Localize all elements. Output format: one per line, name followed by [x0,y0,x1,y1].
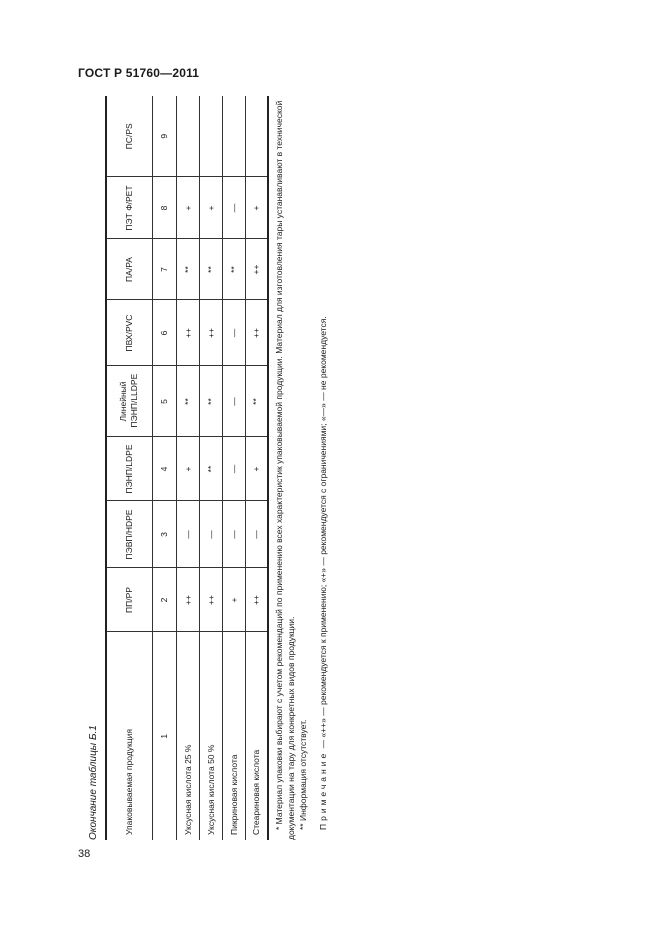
table-cell [222,96,245,177]
column-header: ПА/PA [106,239,152,300]
table-cell: ** [222,239,245,300]
column-number: 5 [152,366,176,437]
column-number: 3 [152,501,176,568]
table-notes [273,100,329,840]
column-number: 8 [152,177,176,239]
column-header: ПВХ/PVC [106,300,152,366]
table-cell: — [176,501,199,568]
table-cell: ** [199,239,222,300]
table-cell: ++ [176,300,199,366]
table-cell: + [222,568,245,632]
column-header: Упаковываемая продукция [106,632,152,840]
column-number: 6 [152,300,176,366]
table-cell [176,96,199,177]
table-cell: + [199,177,222,239]
column-header: ПЭВП/HDPE [106,501,152,568]
table-cell: + [245,177,268,239]
table-cell: — [222,437,245,501]
column-number-row [152,96,176,840]
column-header: ПЭТ Ф/PET [106,177,152,239]
table-cell: ++ [199,568,222,632]
column-header: ПС/PS [106,96,152,177]
table-cell: — [245,501,268,568]
table-cell: — [222,501,245,568]
table-cell [199,96,222,177]
note-text: — «++» — рекомендуется к применению; «+» — рекомендуется с ограничениями; «—» — не рекомендуется. [318,316,328,751]
table-cell: Пикриновая кислота [222,632,245,840]
table-row [245,96,268,840]
table-row [199,96,222,840]
table-cell: ++ [245,239,268,300]
products-table [105,96,269,840]
footnote: ** Информация отсутствует. [298,719,308,830]
table-cell: ++ [199,300,222,366]
table-cell [245,96,268,177]
column-header-text: Линейный ПЭНП/LLDPE [118,373,140,428]
column-number: 9 [152,96,176,177]
page-number: 38 [78,848,91,860]
table-cell: ++ [245,568,268,632]
table-cell: ** [176,239,199,300]
column-number: 7 [152,239,176,300]
column-header [106,366,152,437]
table-cell: — [222,366,245,437]
column-header: ПЭНП/LDPE [106,437,152,501]
table-cell: — [199,501,222,568]
table-caption: Окончание таблицы Б.1 [88,725,99,840]
table-cell: — [222,177,245,239]
header-row [106,96,152,840]
column-number: 4 [152,437,176,501]
table-row [176,96,199,840]
table-cell: ** [199,366,222,437]
table-cell: ++ [245,300,268,366]
table-cell: ++ [176,568,199,632]
table-cell: + [245,437,268,501]
rotated-table-block [88,95,336,840]
table-cell: Уксусная кислота 25 % [176,632,199,840]
table-cell: Стеариновая кислота [245,632,268,840]
note [317,100,329,840]
table-cell: + [176,437,199,501]
document-header: ГОСТ Р 51760—2011 [78,66,200,80]
table-cell: — [222,300,245,366]
table-cell: Уксусная кислота 50 % [199,632,222,840]
note-label: Примечание [318,750,328,830]
table-cell: + [176,177,199,239]
column-number: 2 [152,568,176,632]
column-number: 1 [152,632,176,840]
table-cell: ** [245,366,268,437]
table-row [222,96,245,840]
footnote: * Материал упаковки выбирают с учетом рекомендаций по применению всех характеристик упаковываемой продукции. Материал для изготовления тары устанавливают в технической документации на тару для конкретных видов продукции. [274,100,296,840]
table-cell: ** [176,366,199,437]
column-header: ПП/PP [106,568,152,632]
table-cell: ** [199,437,222,501]
